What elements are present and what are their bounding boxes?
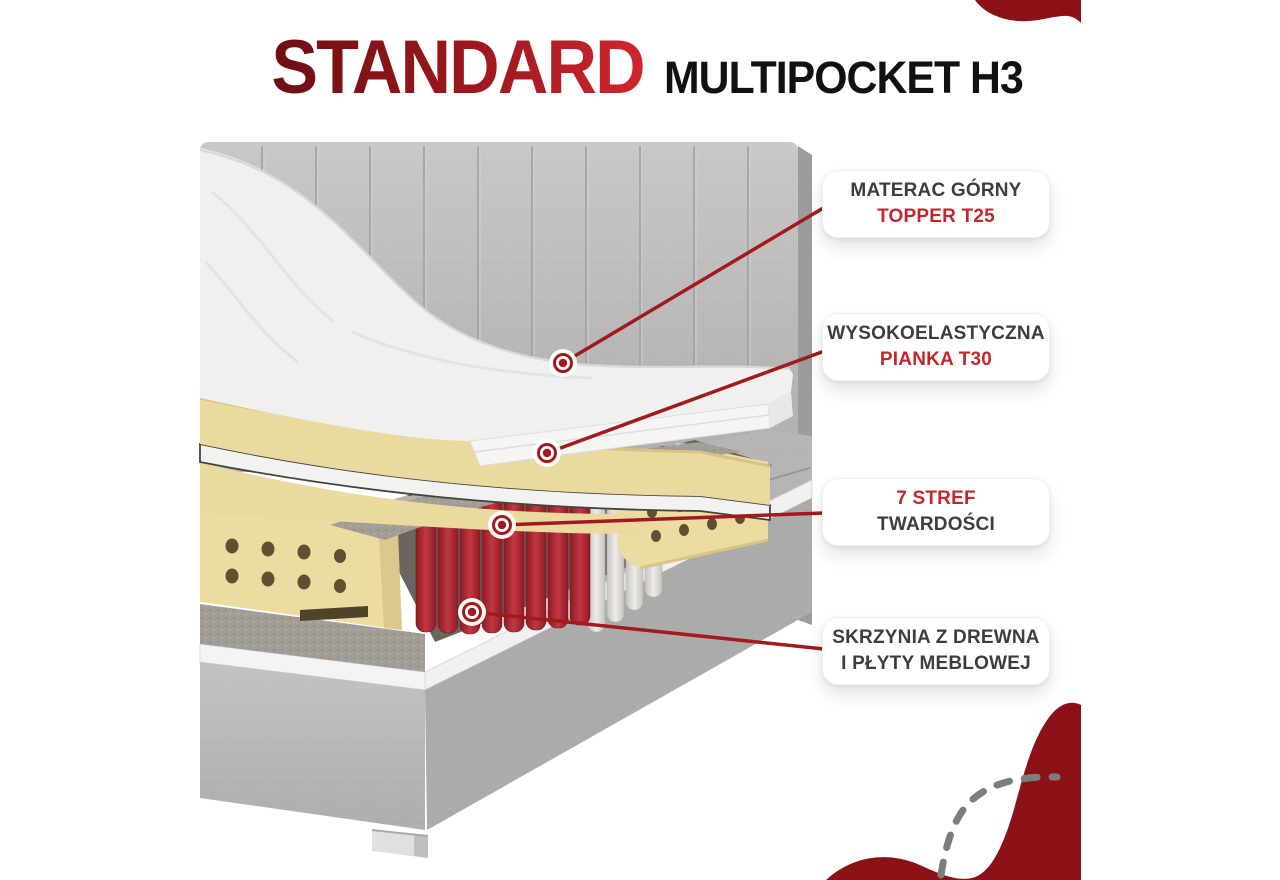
- callout-line1: 7 STREF: [896, 488, 976, 509]
- decor-bottom-right-blob: [826, 703, 1081, 880]
- title-model: MULTIPOCKET H3: [663, 52, 1023, 103]
- callout-line2: TWARDOŚCI: [877, 513, 995, 535]
- callout-card-foam: [822, 313, 1050, 381]
- callout-line2: TOPPER T25: [877, 205, 995, 227]
- title-brand: STANDARD: [271, 25, 644, 110]
- bed-leg: [372, 830, 428, 858]
- anchor-marker-1: [549, 349, 577, 377]
- callout-card-topper: [822, 170, 1050, 238]
- callout-line1: SKRZYNIA Z DREWNA: [832, 627, 1040, 648]
- callout-line2: I PŁYTY MEBLOWEJ: [841, 652, 1031, 674]
- callout-line1: WYSOKOELASTYCZNA: [827, 323, 1045, 344]
- anchor-marker-2: [533, 439, 561, 467]
- page-title: [0, 24, 1280, 111]
- callout-card-zones: [822, 478, 1050, 546]
- anchor-marker-3: [488, 511, 516, 539]
- decor-top-right-blob: [975, 0, 1081, 23]
- callout-line2: PIANKA T30: [879, 348, 993, 370]
- callout-card-box: [822, 617, 1050, 685]
- anchor-marker-4: [458, 598, 486, 626]
- callout-line1: MATERAC GÓRNY: [850, 180, 1022, 201]
